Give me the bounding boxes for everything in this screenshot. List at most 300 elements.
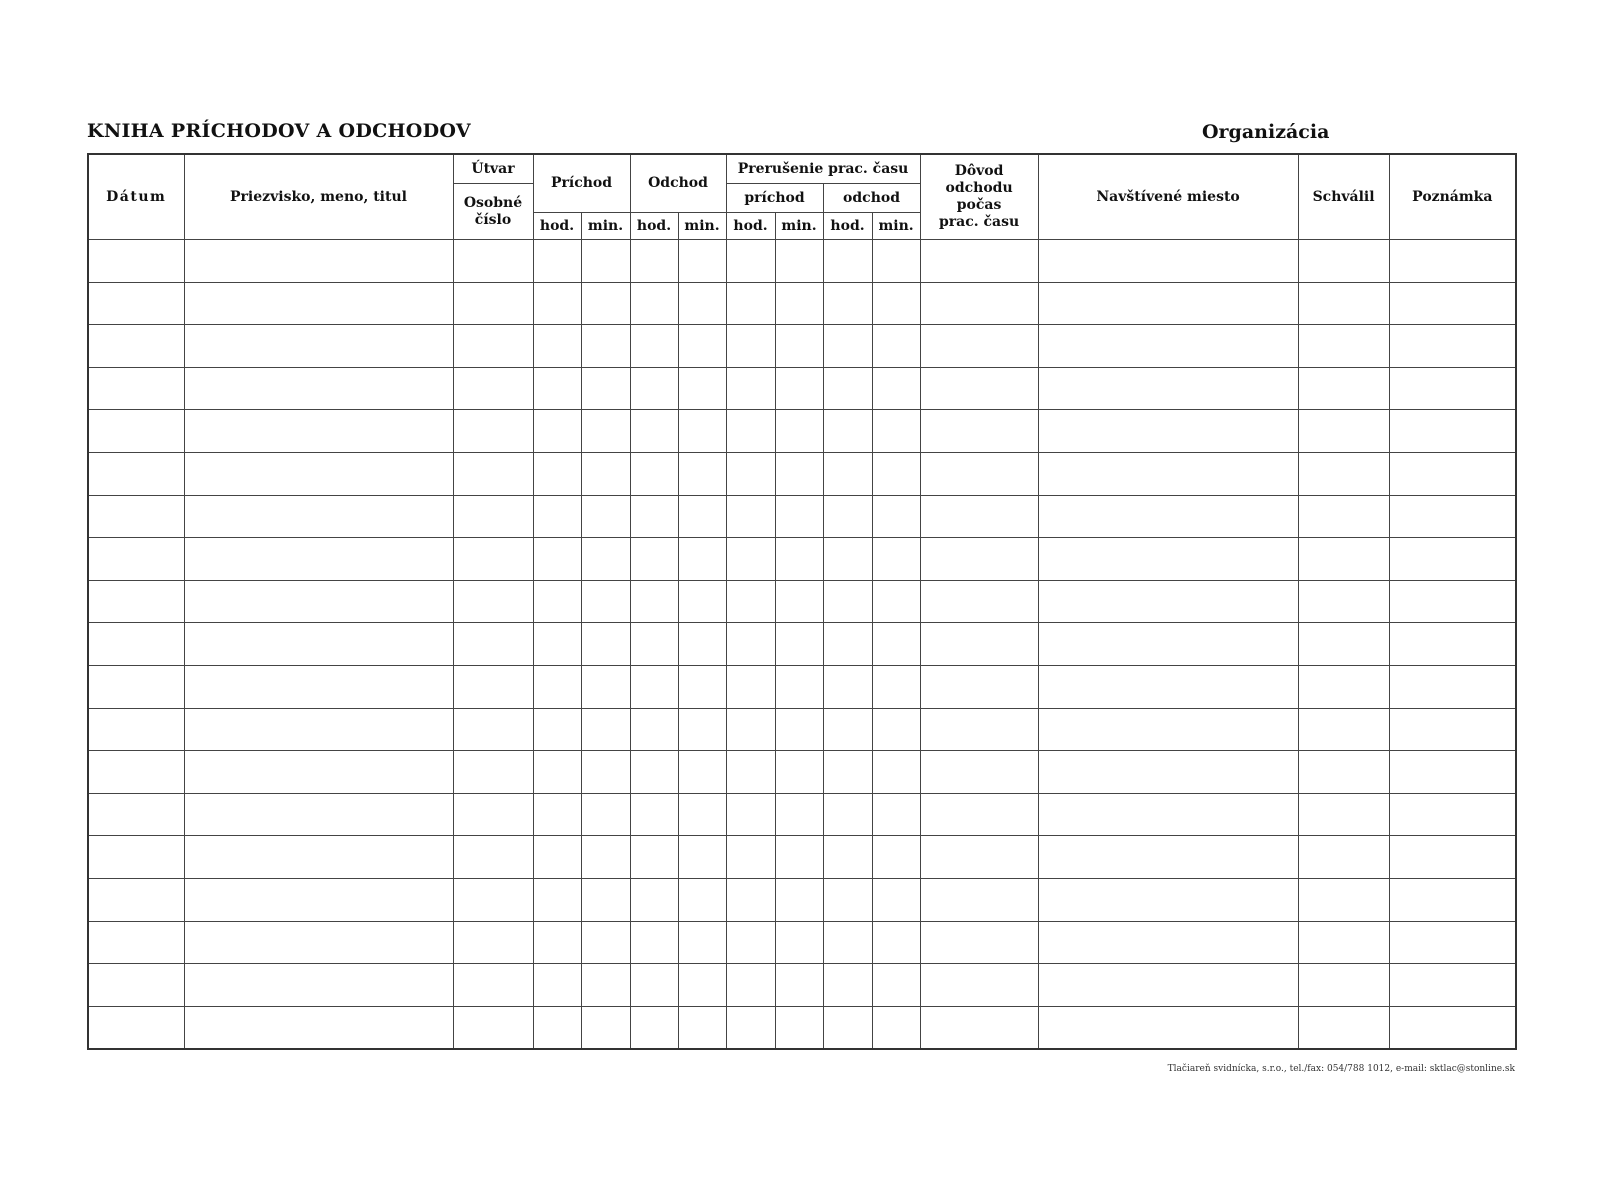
dovod-cell[interactable]	[920, 240, 1038, 283]
poznamka-cell[interactable]	[1389, 665, 1516, 708]
poznamka-cell[interactable]	[1389, 495, 1516, 538]
navstivene-cell[interactable]	[1038, 410, 1298, 453]
prerusenie-odchod-hod-cell[interactable]	[823, 495, 872, 538]
datum-cell[interactable]	[88, 282, 184, 325]
utvar-cell[interactable]	[453, 452, 533, 495]
datum-cell[interactable]	[88, 623, 184, 666]
prerusenie-prichod-min-cell[interactable]	[775, 538, 823, 581]
poznamka-cell[interactable]	[1389, 282, 1516, 325]
prerusenie-prichod-hod-cell[interactable]	[726, 878, 775, 921]
prerusenie-prichod-hod-cell[interactable]	[726, 367, 775, 410]
poznamka-cell[interactable]	[1389, 240, 1516, 283]
table-row	[88, 665, 1516, 708]
odchod-min-cell[interactable]	[678, 751, 726, 794]
schvalil-cell[interactable]	[1298, 367, 1389, 410]
odchod-hod-cell[interactable]	[630, 410, 678, 453]
prichod-min-cell[interactable]	[581, 282, 630, 325]
poznamka-cell[interactable]	[1389, 325, 1516, 368]
name-cell[interactable]	[184, 538, 453, 581]
datum-cell[interactable]	[88, 665, 184, 708]
table-row	[88, 410, 1516, 453]
prichod-hod-cell[interactable]	[533, 495, 581, 538]
odchod-min-cell[interactable]	[678, 665, 726, 708]
prichod-hod-cell[interactable]	[533, 665, 581, 708]
poznamka-cell[interactable]	[1389, 410, 1516, 453]
prerusenie-odchod-min-cell[interactable]	[872, 1006, 920, 1049]
prerusenie-prichod-hod-cell[interactable]	[726, 751, 775, 794]
prichod-hod-cell[interactable]	[533, 793, 581, 836]
prerusenie-prichod-min-cell[interactable]	[775, 921, 823, 964]
navstivene-cell[interactable]	[1038, 964, 1298, 1007]
prichod-min-cell[interactable]	[581, 410, 630, 453]
dovod-cell[interactable]	[920, 964, 1038, 1007]
prerusenie-odchod-hod-cell[interactable]	[823, 452, 872, 495]
prichod-min-cell[interactable]	[581, 964, 630, 1007]
prerusenie-odchod-min-cell[interactable]	[872, 623, 920, 666]
dovod-cell[interactable]	[920, 538, 1038, 581]
name-cell[interactable]	[184, 665, 453, 708]
name-cell[interactable]	[184, 836, 453, 879]
prichod-hod-cell[interactable]	[533, 282, 581, 325]
datum-cell[interactable]	[88, 367, 184, 410]
navstivene-cell[interactable]	[1038, 452, 1298, 495]
prerusenie-odchod-hod-cell[interactable]	[823, 751, 872, 794]
odchod-min-cell[interactable]	[678, 964, 726, 1007]
name-cell[interactable]	[184, 708, 453, 751]
dovod-cell[interactable]	[920, 580, 1038, 623]
datum-cell[interactable]	[88, 878, 184, 921]
datum-cell[interactable]	[88, 495, 184, 538]
navstivene-cell[interactable]	[1038, 538, 1298, 581]
navstivene-cell[interactable]	[1038, 367, 1298, 410]
prichod-hod-cell[interactable]	[533, 878, 581, 921]
prichod-min-cell[interactable]	[581, 240, 630, 283]
prerusenie-odchod-hod-cell[interactable]	[823, 367, 872, 410]
datum-cell[interactable]	[88, 836, 184, 879]
prerusenie-odchod-hod-cell[interactable]	[823, 836, 872, 879]
prerusenie-odchod-hod-cell[interactable]	[823, 538, 872, 581]
odchod-hod-cell[interactable]	[630, 240, 678, 283]
header-poznamka: Poznámka	[1389, 154, 1516, 240]
prerusenie-prichod-hod-cell[interactable]	[726, 921, 775, 964]
dovod-cell[interactable]	[920, 495, 1038, 538]
prerusenie-odchod-min-cell[interactable]	[872, 495, 920, 538]
utvar-cell[interactable]	[453, 665, 533, 708]
prerusenie-prichod-hod-cell[interactable]	[726, 495, 775, 538]
prichod-min-cell[interactable]	[581, 325, 630, 368]
prerusenie-prichod-hod-cell[interactable]	[726, 1006, 775, 1049]
odchod-hod-cell[interactable]	[630, 452, 678, 495]
header-dovod-line3: počas	[956, 197, 1002, 213]
table-row	[88, 367, 1516, 410]
dovod-cell[interactable]	[920, 793, 1038, 836]
datum-cell[interactable]	[88, 452, 184, 495]
table-row	[88, 878, 1516, 921]
prerusenie-odchod-hod-cell[interactable]	[823, 410, 872, 453]
prerusenie-prichod-min-cell[interactable]	[775, 452, 823, 495]
schvalil-cell[interactable]	[1298, 623, 1389, 666]
datum-cell[interactable]	[88, 580, 184, 623]
poznamka-cell[interactable]	[1389, 878, 1516, 921]
prichod-min-cell[interactable]	[581, 580, 630, 623]
odchod-min-cell[interactable]	[678, 538, 726, 581]
prichod-min-cell[interactable]	[581, 495, 630, 538]
schvalil-cell[interactable]	[1298, 921, 1389, 964]
schvalil-cell[interactable]	[1298, 282, 1389, 325]
prichod-min-cell[interactable]	[581, 751, 630, 794]
datum-cell[interactable]	[88, 964, 184, 1007]
prerusenie-odchod-hod-cell[interactable]	[823, 665, 872, 708]
prichod-hod-cell[interactable]	[533, 836, 581, 879]
prerusenie-prichod-min-cell[interactable]	[775, 1006, 823, 1049]
prerusenie-odchod-min-cell[interactable]	[872, 410, 920, 453]
prerusenie-odchod-hod-cell[interactable]	[823, 325, 872, 368]
prerusenie-prichod-hod-cell[interactable]	[726, 325, 775, 368]
name-cell[interactable]	[184, 1006, 453, 1049]
dovod-cell[interactable]	[920, 708, 1038, 751]
odchod-min-cell[interactable]	[678, 282, 726, 325]
prerusenie-prichod-min-cell[interactable]	[775, 410, 823, 453]
poznamka-cell[interactable]	[1389, 623, 1516, 666]
dovod-cell[interactable]	[920, 836, 1038, 879]
datum-cell[interactable]	[88, 793, 184, 836]
odchod-min-cell[interactable]	[678, 623, 726, 666]
odchod-hod-cell[interactable]	[630, 282, 678, 325]
schvalil-cell[interactable]	[1298, 964, 1389, 1007]
prichod-hod-cell[interactable]	[533, 452, 581, 495]
navstivene-cell[interactable]	[1038, 793, 1298, 836]
prerusenie-prichod-hod-cell[interactable]	[726, 538, 775, 581]
name-cell[interactable]	[184, 325, 453, 368]
prerusenie-prichod-hod-cell[interactable]	[726, 580, 775, 623]
prerusenie-odchod-min-cell[interactable]	[872, 452, 920, 495]
prerusenie-odchod-hod-cell[interactable]	[823, 282, 872, 325]
table-row	[88, 708, 1516, 751]
odchod-hod-cell[interactable]	[630, 793, 678, 836]
odchod-hod-cell[interactable]	[630, 836, 678, 879]
header-osobne-line2: číslo	[474, 211, 512, 228]
odchod-min-cell[interactable]	[678, 452, 726, 495]
prerusenie-prichod-min-cell[interactable]	[775, 964, 823, 1007]
prerusenie-odchod-hod-cell[interactable]	[823, 921, 872, 964]
prerusenie-prichod-hod-cell[interactable]	[726, 964, 775, 1007]
odchod-hod-cell[interactable]	[630, 1006, 678, 1049]
prerusenie-odchod-hod-cell[interactable]	[823, 623, 872, 666]
prerusenie-prichod-min-cell[interactable]	[775, 580, 823, 623]
odchod-min-cell[interactable]	[678, 240, 726, 283]
prerusenie-prichod-hod-cell[interactable]	[726, 708, 775, 751]
prerusenie-prichod-min-cell[interactable]	[775, 836, 823, 879]
prerusenie-prichod-hod-cell[interactable]	[726, 410, 775, 453]
prichod-min-cell[interactable]	[581, 878, 630, 921]
prichod-hod-cell[interactable]	[533, 538, 581, 581]
prichod-hod-cell[interactable]	[533, 240, 581, 283]
odchod-min-cell[interactable]	[678, 580, 726, 623]
prichod-min-cell[interactable]	[581, 793, 630, 836]
table-row	[88, 580, 1516, 623]
prerusenie-odchod-min-cell[interactable]	[872, 878, 920, 921]
odchod-hod-cell[interactable]	[630, 751, 678, 794]
prerusenie-odchod-min-cell[interactable]	[872, 367, 920, 410]
prerusenie-odchod-min-cell[interactable]	[872, 793, 920, 836]
poznamka-cell[interactable]	[1389, 751, 1516, 794]
table-row	[88, 751, 1516, 794]
prerusenie-prichod-hod-cell[interactable]	[726, 793, 775, 836]
prerusenie-odchod-min-cell[interactable]	[872, 708, 920, 751]
schvalil-cell[interactable]	[1298, 836, 1389, 879]
navstivene-cell[interactable]	[1038, 495, 1298, 538]
prichod-hod-cell[interactable]	[533, 325, 581, 368]
schvalil-cell[interactable]	[1298, 878, 1389, 921]
odchod-hod-cell[interactable]	[630, 367, 678, 410]
dovod-cell[interactable]	[920, 325, 1038, 368]
poznamka-cell[interactable]	[1389, 580, 1516, 623]
name-cell[interactable]	[184, 878, 453, 921]
odchod-min-cell[interactable]	[678, 708, 726, 751]
odchod-min-cell[interactable]	[678, 878, 726, 921]
poznamka-cell[interactable]	[1389, 793, 1516, 836]
utvar-cell[interactable]	[453, 410, 533, 453]
poznamka-cell[interactable]	[1389, 708, 1516, 751]
odchod-hod-cell[interactable]	[630, 665, 678, 708]
prichod-hod-cell[interactable]	[533, 964, 581, 1007]
odchod-hod-cell[interactable]	[630, 708, 678, 751]
name-cell[interactable]	[184, 793, 453, 836]
utvar-cell[interactable]	[453, 1006, 533, 1049]
prerusenie-prichod-hod-cell[interactable]	[726, 665, 775, 708]
prerusenie-odchod-min-cell[interactable]	[872, 580, 920, 623]
name-cell[interactable]	[184, 495, 453, 538]
dovod-cell[interactable]	[920, 410, 1038, 453]
schvalil-cell[interactable]	[1298, 708, 1389, 751]
utvar-cell[interactable]	[453, 964, 533, 1007]
navstivene-cell[interactable]	[1038, 240, 1298, 283]
poznamka-cell[interactable]	[1389, 452, 1516, 495]
dovod-cell[interactable]	[920, 282, 1038, 325]
prerusenie-odchod-min-cell[interactable]	[872, 964, 920, 1007]
odchod-min-cell[interactable]	[678, 325, 726, 368]
odchod-hod-cell[interactable]	[630, 495, 678, 538]
odchod-min-cell[interactable]	[678, 495, 726, 538]
schvalil-cell[interactable]	[1298, 580, 1389, 623]
prichod-hod-cell[interactable]	[533, 1006, 581, 1049]
schvalil-cell[interactable]	[1298, 325, 1389, 368]
utvar-cell[interactable]	[453, 793, 533, 836]
prichod-min-cell[interactable]	[581, 538, 630, 581]
prichod-hod-cell[interactable]	[533, 623, 581, 666]
prerusenie-odchod-hod-cell[interactable]	[823, 580, 872, 623]
prichod-hod-cell[interactable]	[533, 751, 581, 794]
prichod-min-cell[interactable]	[581, 665, 630, 708]
prerusenie-odchod-hod-cell[interactable]	[823, 240, 872, 283]
utvar-cell[interactable]	[453, 623, 533, 666]
prerusenie-odchod-min-cell[interactable]	[872, 325, 920, 368]
prichod-min-cell[interactable]	[581, 921, 630, 964]
odchod-hod-cell[interactable]	[630, 878, 678, 921]
navstivene-cell[interactable]	[1038, 665, 1298, 708]
prichod-min-cell[interactable]	[581, 1006, 630, 1049]
odchod-hod-cell[interactable]	[630, 538, 678, 581]
name-cell[interactable]	[184, 410, 453, 453]
navstivene-cell[interactable]	[1038, 325, 1298, 368]
datum-cell[interactable]	[88, 410, 184, 453]
printer-footer: Tlačiareň svidnícka, s.r.o., tel./fax: 054/788 1012, e-mail: sktlac@stonline.sk	[1167, 1064, 1515, 1074]
name-cell[interactable]	[184, 452, 453, 495]
header-dovod-line4: prac. času	[938, 214, 1020, 230]
datum-cell[interactable]	[88, 240, 184, 283]
prerusenie-prichod-hod-cell[interactable]	[726, 282, 775, 325]
poznamka-cell[interactable]	[1389, 1006, 1516, 1049]
prerusenie-odchod-min-cell[interactable]	[872, 836, 920, 879]
datum-cell[interactable]	[88, 538, 184, 581]
datum-cell[interactable]	[88, 751, 184, 794]
datum-cell[interactable]	[88, 708, 184, 751]
dovod-cell[interactable]	[920, 452, 1038, 495]
utvar-cell[interactable]	[453, 538, 533, 581]
odchod-min-cell[interactable]	[678, 793, 726, 836]
prichod-min-cell[interactable]	[581, 836, 630, 879]
navstivene-cell[interactable]	[1038, 623, 1298, 666]
utvar-cell[interactable]	[453, 921, 533, 964]
name-cell[interactable]	[184, 964, 453, 1007]
schvalil-cell[interactable]	[1298, 495, 1389, 538]
prerusenie-prichod-min-cell[interactable]	[775, 665, 823, 708]
name-cell[interactable]	[184, 580, 453, 623]
odchod-hod-cell[interactable]	[630, 623, 678, 666]
prerusenie-prichod-hod-cell[interactable]	[726, 452, 775, 495]
dovod-cell[interactable]	[920, 665, 1038, 708]
utvar-cell[interactable]	[453, 325, 533, 368]
utvar-cell[interactable]	[453, 580, 533, 623]
table-row	[88, 495, 1516, 538]
prerusenie-odchod-min-cell[interactable]	[872, 240, 920, 283]
name-cell[interactable]	[184, 751, 453, 794]
dovod-cell[interactable]	[920, 751, 1038, 794]
prerusenie-prichod-min-cell[interactable]	[775, 282, 823, 325]
poznamka-cell[interactable]	[1389, 538, 1516, 581]
schvalil-cell[interactable]	[1298, 1006, 1389, 1049]
prerusenie-prichod-hod-cell[interactable]	[726, 623, 775, 666]
poznamka-cell[interactable]	[1389, 367, 1516, 410]
name-cell[interactable]	[184, 367, 453, 410]
poznamka-cell[interactable]	[1389, 921, 1516, 964]
prerusenie-odchod-min-cell[interactable]	[872, 538, 920, 581]
dovod-cell[interactable]	[920, 623, 1038, 666]
navstivene-cell[interactable]	[1038, 580, 1298, 623]
prerusenie-odchod-min-cell[interactable]	[872, 282, 920, 325]
utvar-cell[interactable]	[453, 240, 533, 283]
prerusenie-odchod-min-cell[interactable]	[872, 665, 920, 708]
navstivene-cell[interactable]	[1038, 921, 1298, 964]
utvar-cell[interactable]	[453, 751, 533, 794]
utvar-cell[interactable]	[453, 367, 533, 410]
prerusenie-prichod-min-cell[interactable]	[775, 623, 823, 666]
prichod-min-cell[interactable]	[581, 452, 630, 495]
navstivene-cell[interactable]	[1038, 751, 1298, 794]
odchod-hod-cell[interactable]	[630, 325, 678, 368]
prerusenie-prichod-hod-cell[interactable]	[726, 240, 775, 283]
prerusenie-prichod-min-cell[interactable]	[775, 367, 823, 410]
prerusenie-odchod-min-cell[interactable]	[872, 751, 920, 794]
name-cell[interactable]	[184, 623, 453, 666]
poznamka-cell[interactable]	[1389, 964, 1516, 1007]
schvalil-cell[interactable]	[1298, 751, 1389, 794]
prerusenie-prichod-min-cell[interactable]	[775, 793, 823, 836]
name-cell[interactable]	[184, 282, 453, 325]
odchod-hod-cell[interactable]	[630, 580, 678, 623]
prichod-min-cell[interactable]	[581, 623, 630, 666]
utvar-cell[interactable]	[453, 836, 533, 879]
odchod-min-cell[interactable]	[678, 921, 726, 964]
prerusenie-prichod-min-cell[interactable]	[775, 751, 823, 794]
schvalil-cell[interactable]	[1298, 240, 1389, 283]
utvar-cell[interactable]	[453, 708, 533, 751]
prerusenie-prichod-min-cell[interactable]	[775, 325, 823, 368]
navstivene-cell[interactable]	[1038, 878, 1298, 921]
odchod-hod-cell[interactable]	[630, 921, 678, 964]
prichod-hod-cell[interactable]	[533, 367, 581, 410]
dovod-cell[interactable]	[920, 878, 1038, 921]
navstivene-cell[interactable]	[1038, 836, 1298, 879]
poznamka-cell[interactable]	[1389, 836, 1516, 879]
navstivene-cell[interactable]	[1038, 282, 1298, 325]
prerusenie-odchod-hod-cell[interactable]	[823, 1006, 872, 1049]
schvalil-cell[interactable]	[1298, 665, 1389, 708]
schvalil-cell[interactable]	[1298, 793, 1389, 836]
schvalil-cell[interactable]	[1298, 538, 1389, 581]
prerusenie-odchod-min-cell[interactable]	[872, 921, 920, 964]
dovod-cell[interactable]	[920, 367, 1038, 410]
prerusenie-odchod-hod-cell[interactable]	[823, 793, 872, 836]
header-prichod: Príchod	[533, 154, 630, 213]
prichod-min-cell[interactable]	[581, 708, 630, 751]
prerusenie-odchod-hod-cell[interactable]	[823, 878, 872, 921]
prerusenie-prichod-min-cell[interactable]	[775, 495, 823, 538]
odchod-min-cell[interactable]	[678, 1006, 726, 1049]
schvalil-cell[interactable]	[1298, 452, 1389, 495]
odchod-min-cell[interactable]	[678, 410, 726, 453]
dovod-cell[interactable]	[920, 1006, 1038, 1049]
datum-cell[interactable]	[88, 921, 184, 964]
schvalil-cell[interactable]	[1298, 410, 1389, 453]
prichod-hod-cell[interactable]	[533, 708, 581, 751]
utvar-cell[interactable]	[453, 495, 533, 538]
datum-cell[interactable]	[88, 325, 184, 368]
prerusenie-prichod-min-cell[interactable]	[775, 878, 823, 921]
prerusenie-odchod-hod-cell[interactable]	[823, 708, 872, 751]
odchod-min-cell[interactable]	[678, 367, 726, 410]
datum-cell[interactable]	[88, 1006, 184, 1049]
prerusenie-prichod-min-cell[interactable]	[775, 708, 823, 751]
prichod-hod-cell[interactable]	[533, 921, 581, 964]
utvar-cell[interactable]	[453, 282, 533, 325]
odchod-hod-cell[interactable]	[630, 964, 678, 1007]
name-cell[interactable]	[184, 240, 453, 283]
navstivene-cell[interactable]	[1038, 1006, 1298, 1049]
prerusenie-prichod-min-cell[interactable]	[775, 240, 823, 283]
header-prichod-hod: hod.	[533, 213, 581, 240]
prerusenie-prichod-hod-cell[interactable]	[726, 836, 775, 879]
odchod-min-cell[interactable]	[678, 836, 726, 879]
name-cell[interactable]	[184, 921, 453, 964]
prichod-min-cell[interactable]	[581, 367, 630, 410]
utvar-cell[interactable]	[453, 878, 533, 921]
navstivene-cell[interactable]	[1038, 708, 1298, 751]
prichod-hod-cell[interactable]	[533, 580, 581, 623]
prichod-hod-cell[interactable]	[533, 410, 581, 453]
prerusenie-odchod-hod-cell[interactable]	[823, 964, 872, 1007]
dovod-cell[interactable]	[920, 921, 1038, 964]
